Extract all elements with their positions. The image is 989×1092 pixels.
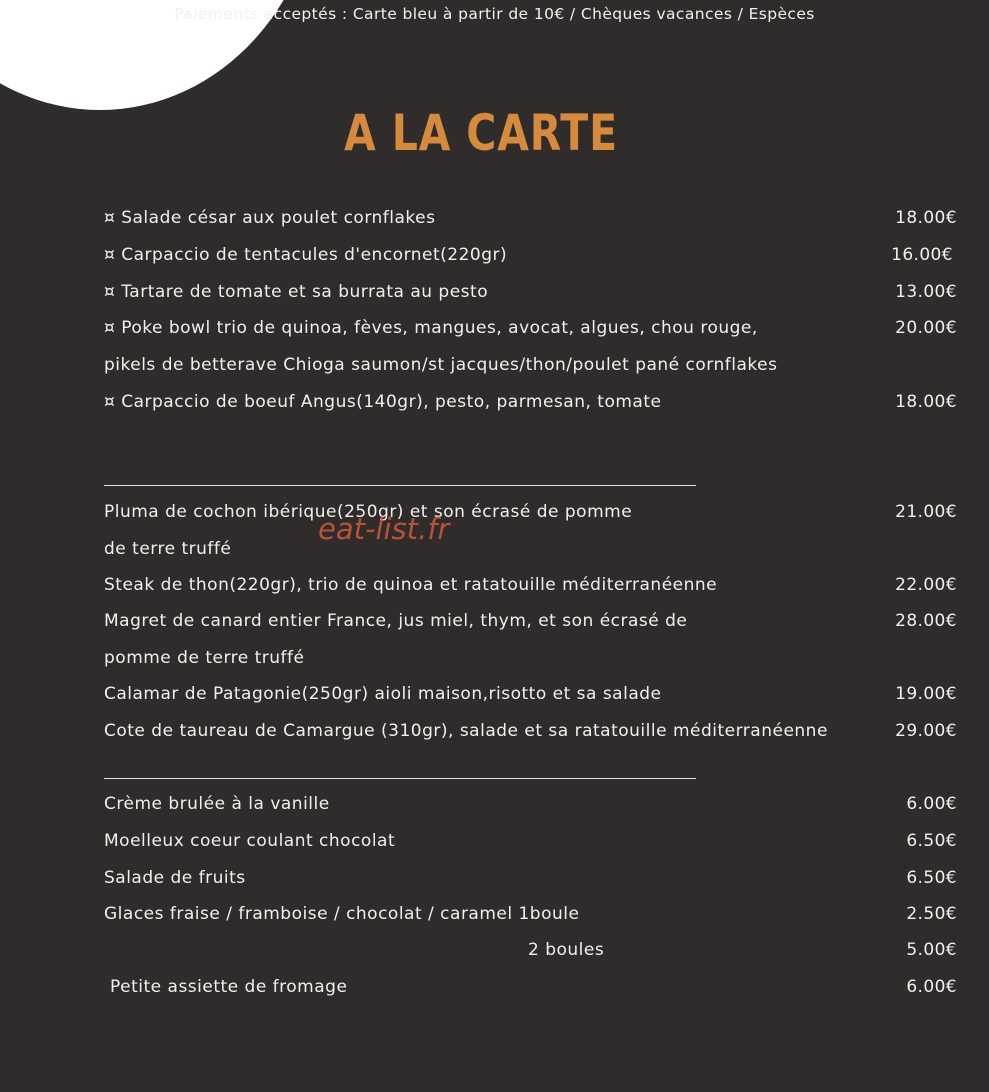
menu-item-label: Calamar de Patagonie(250gr) aioli maison,risotto et sa salade: [104, 684, 662, 704]
menu-item-price: 19.00€: [895, 684, 957, 704]
menu-item-label: ¤ Carpaccio de tentacules d'encornet(220gr): [104, 245, 508, 265]
menu-item-label: Crème brulée à la vanille: [104, 794, 330, 814]
menu-item-label: ¤ Carpaccio de boeuf Angus(140gr), pesto, parmesan, tomate: [104, 392, 662, 412]
menu-item-label: ¤ Salade césar aux poulet cornflakes: [104, 208, 436, 228]
menu-item-price: 28.00€: [895, 611, 957, 631]
menu-item-label: Petite assiette de fromage: [110, 977, 348, 997]
menu-item-price: 22.00€: [895, 575, 957, 595]
menu-item-price: 5.00€: [906, 940, 957, 960]
menu-item-label: ¤ Tartare de tomate et sa burrata au pesto: [104, 282, 489, 302]
menu-item-label: Salade de fruits: [104, 868, 246, 888]
watermark: eat-list.fr: [318, 512, 450, 546]
menu-item-price: 29.00€: [895, 721, 957, 741]
menu-item-label: Magret de canard entier France, jus miel, thym, et son écrasé de: [104, 611, 688, 631]
menu-item-label: Moelleux coeur coulant chocolat: [104, 831, 396, 851]
menu-item-price: 6.00€: [906, 977, 957, 997]
menu-item-label-continued: pomme de terre truffé: [104, 648, 305, 668]
menu-item-label-continued: de terre truffé: [104, 539, 232, 559]
menu-item-price: 21.00€: [895, 502, 957, 522]
menu-item-price: 18.00€: [895, 208, 957, 228]
menu-item-price: 13.00€: [895, 282, 957, 302]
menu-item-price: 20.00€: [895, 318, 957, 338]
menu-item-label: Pluma de cochon ibérique(250gr) et son écrasé de pomme: [104, 502, 633, 522]
menu-item-label-continued: pikels de betterave Chioga saumon/st jacques/thon/poulet pané cornflakes: [104, 355, 778, 375]
menu-item-label: 2 boules: [528, 940, 605, 960]
menu-item-label: Glaces fraise / framboise / chocolat / caramel 1boule: [104, 904, 580, 924]
menu-item-price: 2.50€: [906, 904, 957, 924]
menu-item-price: 6.50€: [906, 831, 957, 851]
menu-item-price: 16.00€: [891, 245, 953, 265]
payments-info: Paiements acceptés : Carte bleu à partir de 10€ / Chèques vacances / Espèces: [174, 5, 815, 23]
menu-item-label: Steak de thon(220gr), trio de quinoa et ratatouille méditerranéenne: [104, 575, 718, 595]
menu-item-price: 6.50€: [906, 868, 957, 888]
section-divider: [104, 778, 696, 779]
menu-item-price: 6.00€: [906, 794, 957, 814]
page-title: A LA CARTE: [344, 104, 618, 162]
menu-item-label: Cote de taureau de Camargue (310gr), salade et sa ratatouille méditerranéenne: [104, 721, 828, 741]
section-divider: [104, 485, 696, 486]
menu-item-price: 18.00€: [895, 392, 957, 412]
menu-item-label: ¤ Poke bowl trio de quinoa, fèves, mangues, avocat, algues, chou rouge,: [104, 318, 758, 338]
